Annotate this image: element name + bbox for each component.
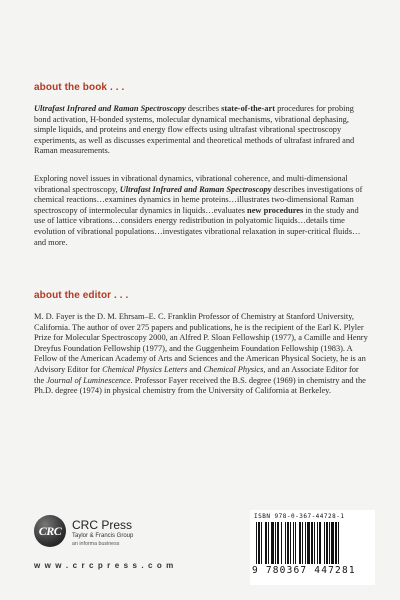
about-book-paragraph-2: Exploring novel issues in vibrational dynamics, vibrational coherence, and multi-dimensional vibrational spectroscopy, Ultrafast Infrared and Raman Spectroscopy describes investigations of chemical reactions…examines dynamics in heme proteins…illustrates two-dimensional Raman spectroscopy of intermolecular dynamics in liquids…evaluates new procedures in the study and use of lattice vibrations…considers energy redistribution in polyatomic liquids…details time evolution of vibrational populations…investigates vibrational relaxation in super-critical fluids…and more. [34,174,363,247]
book-title: Ultrafast Infrared and Raman Spectroscopy [119,184,272,194]
journal-title: Chemical Physics Letters [102,364,188,374]
about-editor-heading: about the editor . . . [34,290,129,301]
emphasis-state-of-the-art: state-of-the-art [221,104,276,113]
crc-logo-text: CRC [38,524,62,538]
publisher-informa: an informa business [72,541,120,547]
publisher-block [34,515,184,585]
publisher-name: CRC Press [72,518,133,532]
barcode-block [250,510,375,585]
barcode-number: 9 780367 447281 [252,565,356,576]
publisher-group: Taylor & Francis Group [72,533,134,539]
about-book-heading: about the book . . . [34,82,125,93]
barcode-icon [254,522,371,566]
book-title: Ultrafast Infrared and Raman Spectroscopy [34,104,186,113]
journal-title: Journal of Luminescence [46,375,131,385]
about-book-paragraph-1: Ultrafast Infrared and Raman Spectroscopy describes state-of-the-art procedures for probing bond activation, H-bonded systems, molecular dynamical mechanisms, vibrational dephasing, simple liquids, and proteins and energy flow effects using ultrafast vibrational spectroscopy experiments, as well as discusses experimental and theoretical methods of ultrafast infrared and Raman measurements. [34,104,355,156]
about-editor-paragraph: M. D. Fayer is the D. M. Ehrsam–E. C. Franklin Professor of Chemistry at Stanford University, California. The author of over 275 papers and publications, he is the recipient of the Earl K. Plyler Prize for Molecular Spectroscopy 2000, an Alfred P. Sloan Fellowship (1977), a Camille and Henry Dreyfus Foundation Fellowship (1977), and the Guggenheim Foundation Fellowship (1983). A Fellow of the American Academy of Arts and Sciences and the American Physical Society, he is an Advisory Editor for Chemical Physics Letters and Chemical Physics, and an Associate Editor for the Journal of Luminescence. Professor Fayer received the B.S. degree (1969) in chemistry and the Ph.D. degree (1974) in physical chemistry from the University of California at Berkeley. [34,312,368,396]
publisher-url: w w w . c r c p r e s s . c o m [34,561,175,570]
isbn-label: ISBN 978-0-367-44728-1 [254,513,345,520]
journal-title: Chemical Physics [203,364,264,374]
emphasis-new-procedures: new procedures [247,205,304,215]
